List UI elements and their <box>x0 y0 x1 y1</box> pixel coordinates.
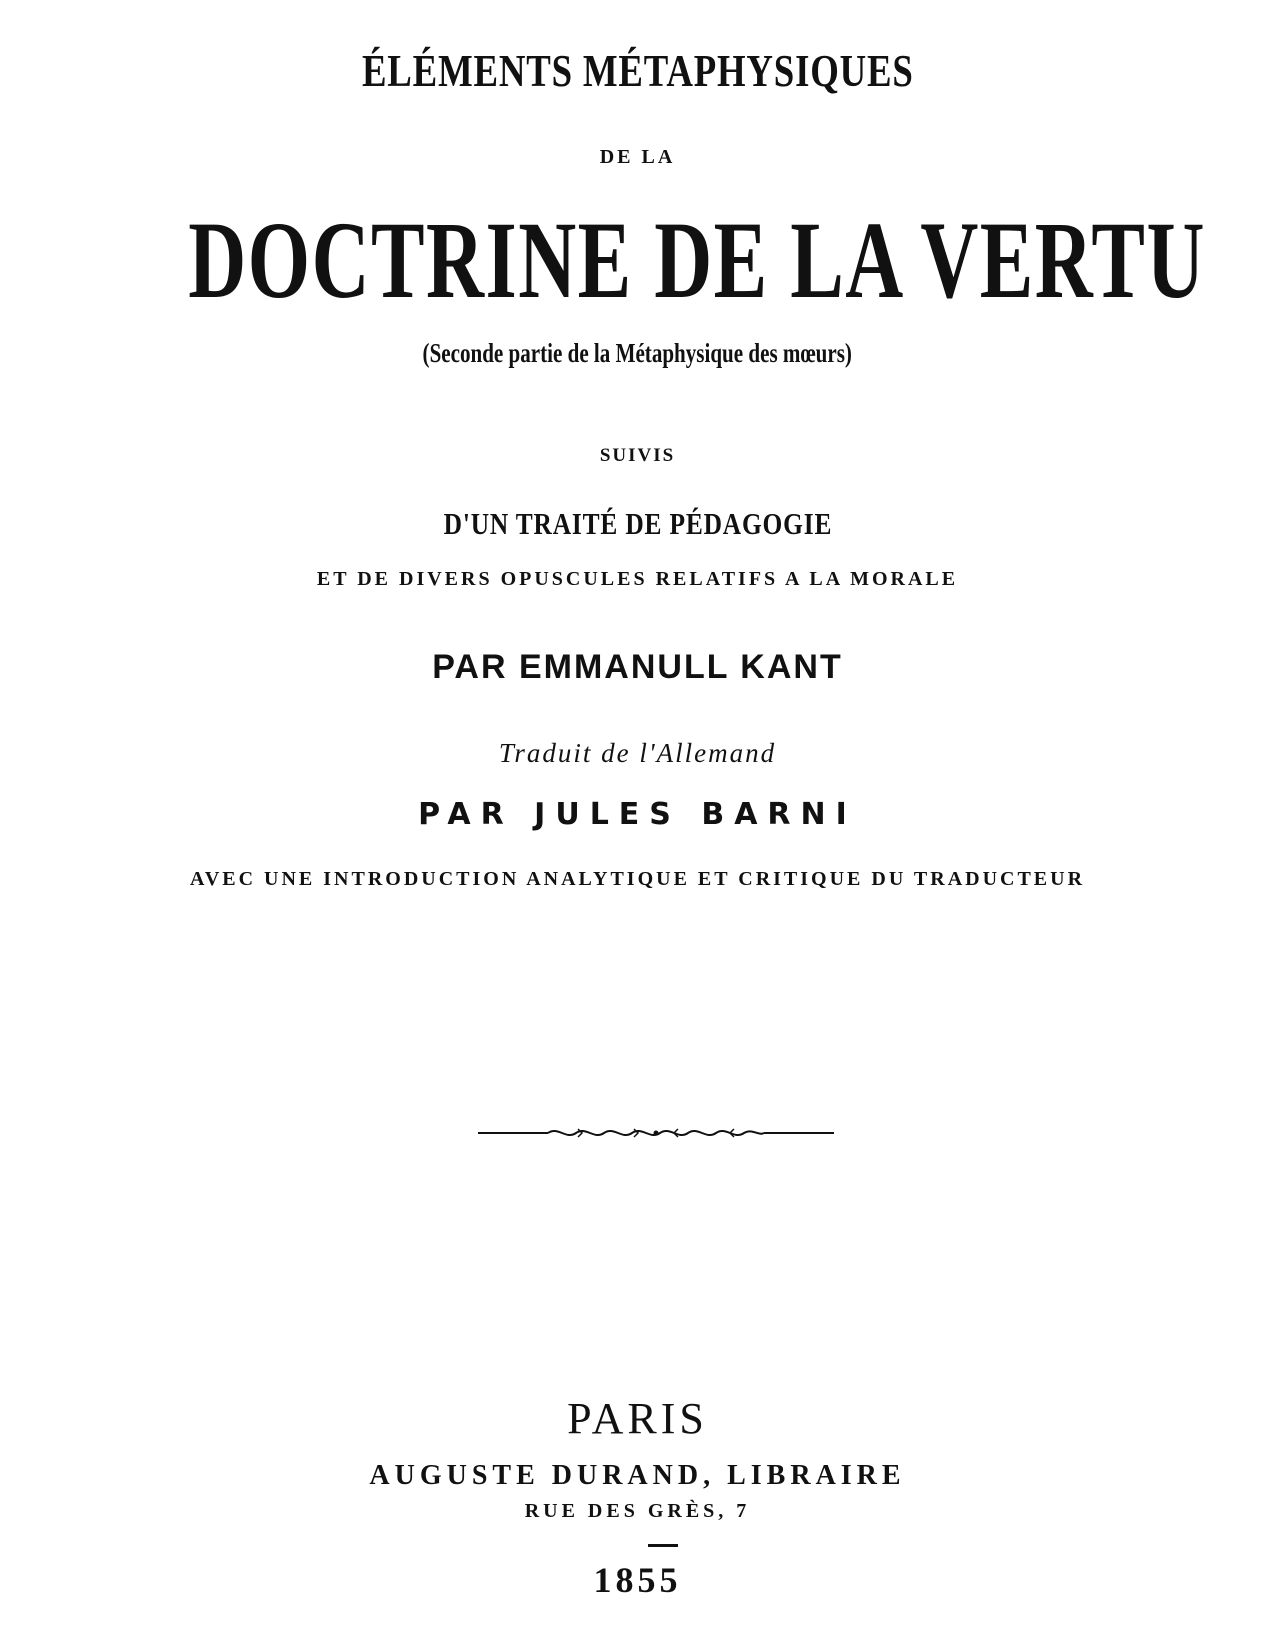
subtitle <box>0 340 1275 367</box>
imprint-publisher: AUGUSTE DURAND, LIBRAIRE <box>369 1460 906 1491</box>
imprint-year: 1855 <box>593 1560 682 1600</box>
opuscules-line: ET DE DIVERS OPUSCULES RELATIFS A LA MORALE <box>316 568 959 590</box>
main-title-text: DOCTRINE DE LA VERTU <box>188 199 1206 321</box>
ornament-divider <box>478 1122 834 1144</box>
imprint-rule <box>648 1544 678 1547</box>
heading-elements-metaphysiques <box>0 45 1275 96</box>
suivis-label: SUIVIS <box>599 445 676 466</box>
introduction-line: AVEC UNE INTRODUCTION ANALYTIQUE ET CRITIQUE DU TRADUCTEUR <box>189 868 1086 890</box>
subtitle-text: (Seconde partie de la Métaphysique des mœurs) <box>422 338 853 368</box>
translator-line: PAR JULES BARNI <box>418 797 857 832</box>
treatise-title-text: D'UN TRAITÉ DE PÉDAGOGIE <box>443 506 832 541</box>
treatise-title <box>0 508 1275 539</box>
heading-de-la: DE LA <box>599 146 676 168</box>
author-line: PAR EMMANULL KANT <box>432 648 843 686</box>
main-title <box>0 199 1275 321</box>
imprint-city: PARIS <box>567 1394 708 1443</box>
heading-1-text: ÉLÉMENTS MÉTAPHYSIQUES <box>361 45 914 96</box>
imprint-address: RUE DES GRÈS, 7 <box>524 1500 751 1522</box>
translated-from-label: Traduit de l'Allemand <box>498 738 777 768</box>
